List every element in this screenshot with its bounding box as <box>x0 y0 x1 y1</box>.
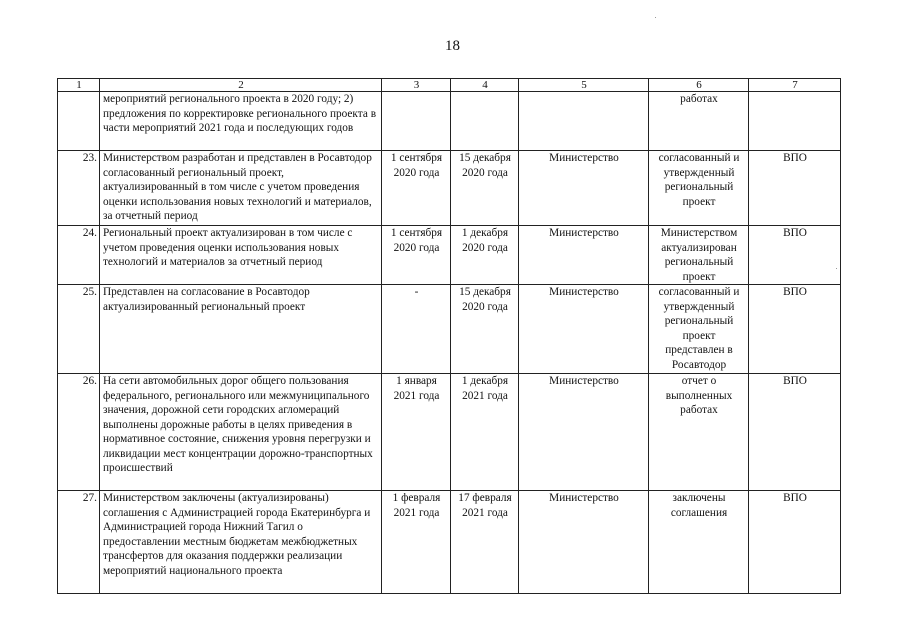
result: согласованный и утвержденный региональный проект представлен в Росавтодор <box>649 285 749 374</box>
column-header-5: 5 <box>519 79 649 92</box>
row-number: 23. <box>58 151 100 226</box>
event-description: Региональный проект актуализирован в том числе с учетом проведения оценки использования новых технологий и материалов за отчетный период <box>100 226 382 285</box>
event-description: Министерством заключены (актуализированы) соглашения с Администрацией города Екатеринбурга и Администрацией города Нижний Тагил о предоставлении местным бюджетам межбюджетных трансфертов для оказания поддержки реализации мероприятий национального проекта <box>100 491 382 594</box>
result: Министерством актуализирован региональный проект <box>649 226 749 285</box>
column-header-3: 3 <box>382 79 451 92</box>
start-date: 1 сентября 2020 года <box>382 151 451 226</box>
column-header-2: 2 <box>100 79 382 92</box>
event-description: На сети автомобильных дорог общего пользования федерального, регионального или межмуниципального значения, дорожной сети городских агломераций выполнены дорожные работы в целях приведения в нормативное состояние, снижения уровня перегрузки и ликвидации мест концентрации дорожно-транспортных происшествий <box>100 374 382 491</box>
row-number: 24. <box>58 226 100 285</box>
end-date <box>451 92 519 151</box>
responsible: Министерство <box>519 491 649 594</box>
column-header-4: 4 <box>451 79 519 92</box>
responsible: Министерство <box>519 374 649 491</box>
end-date: 15 декабря 2020 года <box>451 285 519 374</box>
start-date: 1 января 2021 года <box>382 374 451 491</box>
table-row <box>58 151 841 226</box>
event-description: Представлен на согласование в Росавтодор актуализированный региональный проект <box>100 285 382 374</box>
end-date: 1 декабря 2020 года <box>451 226 519 285</box>
table-row <box>58 285 841 374</box>
result: согласованный и утвержденный региональный проект <box>649 151 749 226</box>
activities-table <box>57 78 841 594</box>
control-type: ВПО <box>749 285 841 374</box>
end-date: 1 декабря 2021 года <box>451 374 519 491</box>
row-number: 26. <box>58 374 100 491</box>
control-type: ВПО <box>749 151 841 226</box>
result: работах <box>649 92 749 151</box>
responsible: Министерство <box>519 285 649 374</box>
control-type: ВПО <box>749 374 841 491</box>
table-row <box>58 226 841 285</box>
column-header-7: 7 <box>749 79 841 92</box>
row-number: 25. <box>58 285 100 374</box>
start-date: 1 сентября 2020 года <box>382 226 451 285</box>
row-number <box>58 92 100 151</box>
responsible <box>519 92 649 151</box>
table-row <box>58 374 841 491</box>
result: заключены соглашения <box>649 491 749 594</box>
end-date: 17 февраля 2021 года <box>451 491 519 594</box>
start-date <box>382 92 451 151</box>
scan-speck <box>655 17 656 18</box>
event-description: Министерством разработан и представлен в Росавтодор согласованный региональный проект, актуализированный в том числе с учетом проведения оценки использования новых технологий и материалов, за отчетный период <box>100 151 382 226</box>
page-number: 18 <box>445 38 460 54</box>
table-row <box>58 491 841 594</box>
table-row-continuation <box>58 92 841 151</box>
row-number: 27. <box>58 491 100 594</box>
event-description: мероприятий регионального проекта в 2020 году; 2) предложения по корректировке регионального проекта в части мероприятий 2021 года и последующих годов <box>100 92 382 151</box>
end-date: 15 декабря 2020 года <box>451 151 519 226</box>
scan-speck <box>836 268 837 269</box>
responsible: Министерство <box>519 226 649 285</box>
control-type: ВПО <box>749 491 841 594</box>
column-header-1: 1 <box>58 79 100 92</box>
start-date: 1 февраля 2021 года <box>382 491 451 594</box>
responsible: Министерство <box>519 151 649 226</box>
header-row <box>58 79 841 92</box>
result: отчет о выполненных работах <box>649 374 749 491</box>
control-type <box>749 92 841 151</box>
column-header-6: 6 <box>649 79 749 92</box>
control-type: ВПО <box>749 226 841 285</box>
start-date: - <box>382 285 451 374</box>
